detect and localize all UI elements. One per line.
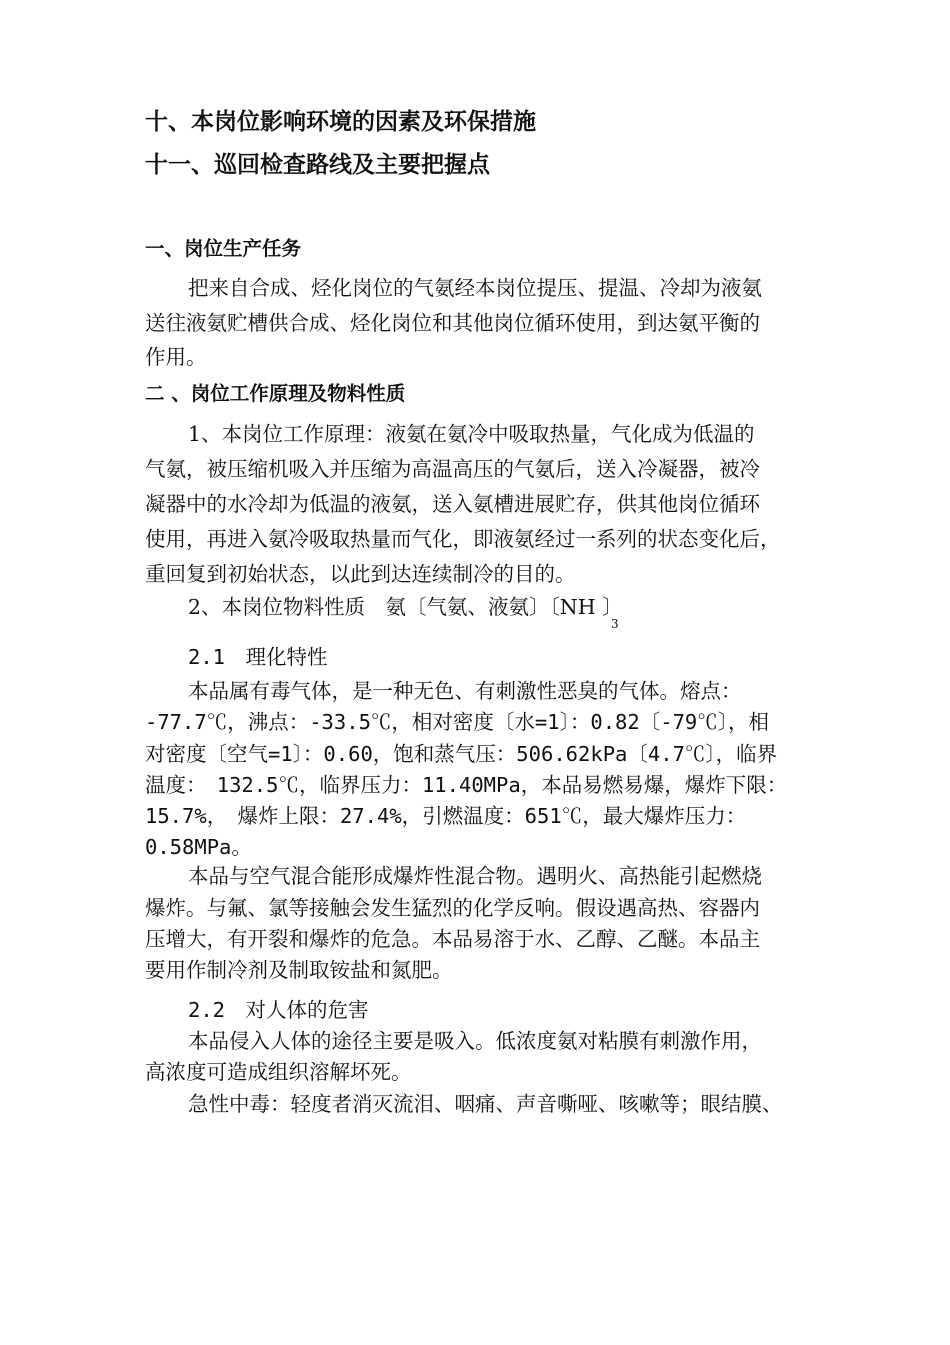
paragraph-line: 作用。 <box>145 345 207 369</box>
subsection-2-1-title: 2.1 理化特性 <box>188 645 328 669</box>
paragraph-line: -77.7℃，沸点：-33.5℃，相对密度〔水=1〕：0.82〔-79℃〕，相 <box>145 710 769 734</box>
paragraph-line: 把来自合成、烃化岗位的气氨经本岗位提压、提温、冷却为液氨 <box>188 276 762 300</box>
paragraph-line: 气氨，被压缩机吸入并压缩为高温高压的气氨后，送入冷凝器，被冷 <box>145 457 760 481</box>
paragraph-line: 要用作制冷剂及制取铵盐和氮肥。 <box>145 958 453 982</box>
heading-section-11: 十一、巡回检查路线及主要把握点 <box>145 152 490 178</box>
paragraph-line: 使用，再进入氨冷吸取热量而气化，即液氨经过一系列的状态变化后， <box>145 527 781 551</box>
paragraph-line: 1、本岗位工作原理：液氨在氨冷中吸取热量，气化成为低温的 <box>188 422 755 446</box>
paragraph-line: 压增大，有开裂和爆炸的危急。本品易溶于水、乙醇、乙醚。本品主 <box>145 927 760 951</box>
paragraph-line: 重回复到初始状态，以此到达连续制冷的目的。 <box>145 562 576 586</box>
paragraph-line: 对密度〔空气=1〕：0.60，饱和蒸气压：506.62kPa〔4.7℃〕，临界 <box>145 742 778 766</box>
section-2-title: 二 、岗位工作原理及物料性质 <box>145 382 406 405</box>
paragraph-line: 15.7%， 爆炸上限：27.4%，引燃温度：651℃，最大爆炸压力： <box>145 804 747 828</box>
paragraph-line: 凝器中的水冷却为低温的液氨，送入氨槽进展贮存，供其他岗位循环 <box>145 492 760 516</box>
paragraph-line: 送往液氨贮槽供合成、烃化岗位和其他岗位循环使用，到达氨平衡的 <box>145 311 760 335</box>
section-1-title: 一、岗位生产任务 <box>145 237 302 260</box>
paragraph-line: 急性中毒：轻度者消灭流泪、咽痛、声音嘶哑、咳嗽等；眼结膜、 <box>188 1092 783 1116</box>
material-property-line: 2、本岗位物料性质 氨〔气氨、液氨〕〔NH 〕 <box>188 595 623 619</box>
heading-section-10: 十、本岗位影响环境的因素及环保措施 <box>145 109 536 135</box>
nh3-subscript: 3 <box>611 617 619 631</box>
paragraph-line: 本品与空气混合能形成爆炸性混合物。遇明火、高热能引起燃烧 <box>188 864 762 888</box>
paragraph-line: 温度： 132.5℃，临界压力：11.40MPa，本品易燃易爆，爆炸下限： <box>145 773 788 797</box>
subsection-2-2-title: 2.2 对人体的危害 <box>188 998 369 1022</box>
paragraph-line: 本品侵入人体的途径主要是吸入。低浓度氨对粘膜有刺激作用， <box>188 1029 762 1053</box>
paragraph-line: 爆炸。与氟、氯等接触会发生猛烈的化学反响。假设遇高热、容器内 <box>145 896 760 920</box>
paragraph-line: 高浓度可造成组织溶解坏死。 <box>145 1060 412 1084</box>
paragraph-line: 0.58MPa。 <box>145 835 252 859</box>
paragraph-line: 本品属有毒气体，是一种无色、有刺激性恶臭的气体。熔点： <box>188 679 742 703</box>
